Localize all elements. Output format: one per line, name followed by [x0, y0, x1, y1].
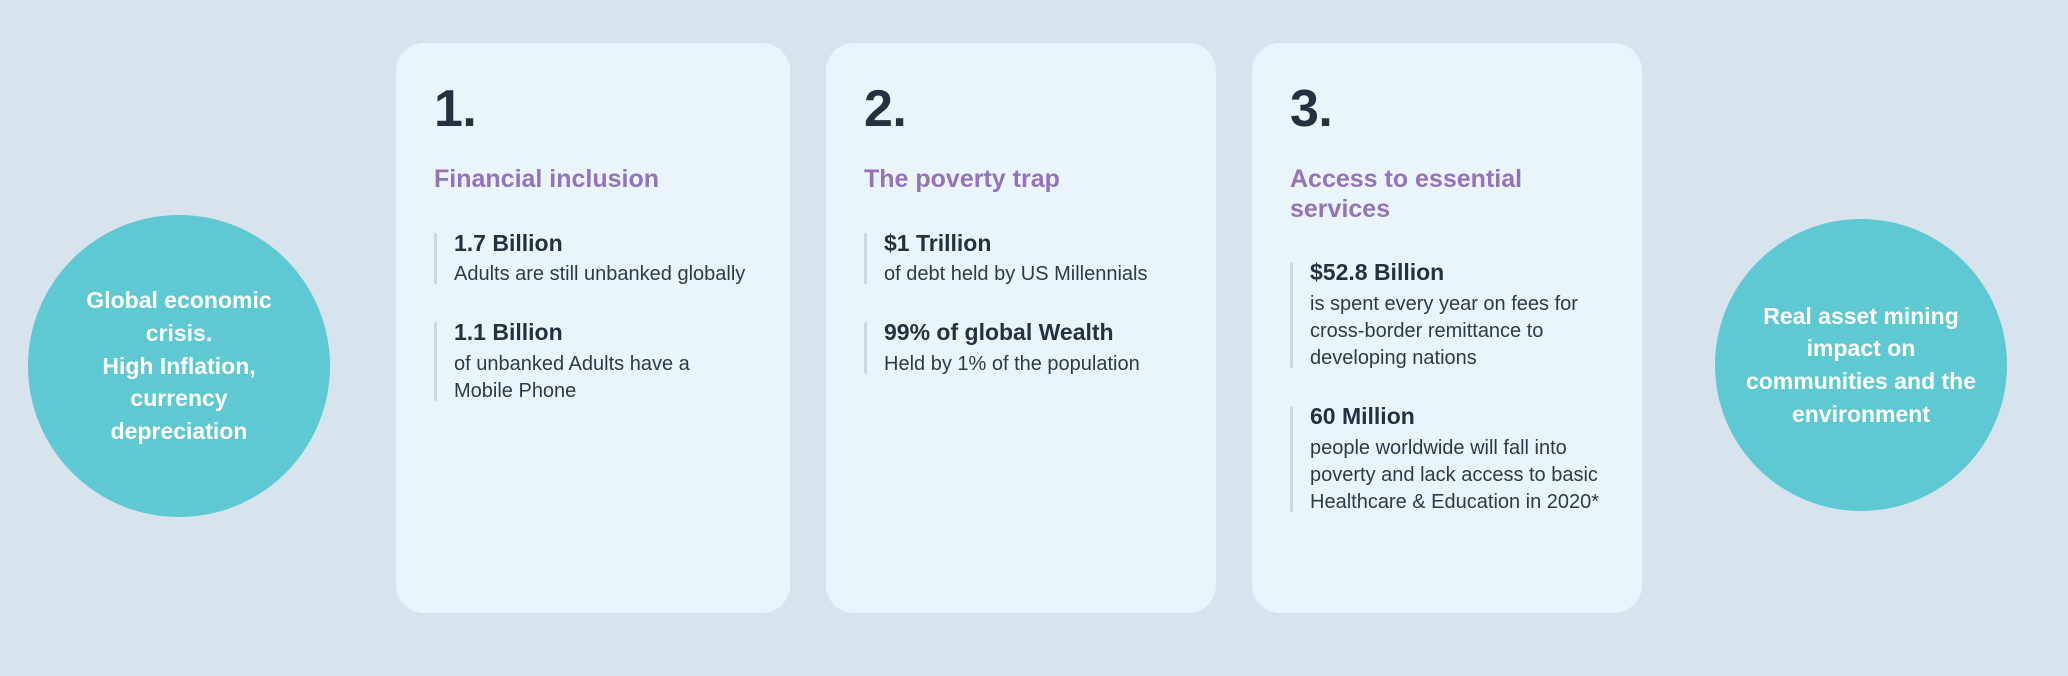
card-financial-inclusion	[396, 43, 790, 613]
card-2-fact-2-body: Held by 1% of the population	[884, 353, 1140, 375]
card-2-number: 2.	[864, 80, 907, 138]
card-poverty-trap	[826, 43, 1216, 613]
card-1-fact-2-headline: 1.1 Billion	[454, 319, 563, 346]
card-3-fact-1	[1290, 258, 1604, 372]
right-circle-line-3: communities and the	[1745, 368, 1977, 394]
left-circle-line-2: crisis.	[145, 320, 213, 347]
card-3-fact-2	[1290, 402, 1604, 516]
right-circle-line-4: environment	[1791, 400, 1930, 427]
card-2-fact-2-headline: 99% of global Wealth	[884, 319, 1114, 346]
card-1-title: Financial inclusion	[434, 165, 660, 193]
card-2-fact-1-headline: $1 Trillion	[884, 229, 992, 256]
card-2-fact-1-body: of debt held by US Millennials	[884, 263, 1148, 286]
right-circle-text	[1746, 300, 1976, 431]
card-3-fact-2-body: people worldwide will fall into poverty and lack access to basic Healthcare & Education in 2020*	[1310, 436, 1600, 513]
left-circle-line-5: depreciation	[110, 417, 248, 444]
card-2-title: The poverty trap	[864, 165, 1060, 193]
card-1-fact-1	[434, 229, 752, 289]
card-3-number: 3.	[1290, 80, 1333, 138]
card-1-fact-1-body: Adults are still unbanked globally	[454, 263, 746, 286]
right-context-circle	[1715, 219, 2007, 511]
card-access-to-services	[1252, 43, 1642, 613]
card-1-fact-2	[434, 318, 752, 405]
left-circle-line-1: Global economic	[86, 287, 272, 314]
card-1-fact-2-body: of unbanked Adults have a Mobile Phone	[454, 353, 690, 402]
left-context-circle	[28, 215, 330, 517]
right-circle-line-1: Real asset mining	[1763, 302, 1959, 329]
card-3-fact-1-headline: $52.8 Billion	[1310, 259, 1445, 285]
card-2-fact-1	[864, 229, 1178, 289]
left-circle-text	[86, 284, 271, 447]
card-2-fact-2	[864, 318, 1178, 378]
left-circle-line-4: currency	[130, 385, 228, 412]
left-circle-line-3: High Inflation,	[102, 352, 256, 379]
card-3-fact-2-headline: 60 Million	[1310, 402, 1415, 429]
right-circle-line-2: impact on	[1806, 335, 1916, 362]
card-3-fact-1-body: is spent every year on fees for cross-border remittance to developing nations	[1310, 292, 1578, 369]
card-1-number: 1.	[434, 80, 477, 138]
card-3-title: Access to essential services	[1290, 165, 1523, 223]
card-1-fact-1-headline: 1.7 Billion	[454, 229, 563, 256]
